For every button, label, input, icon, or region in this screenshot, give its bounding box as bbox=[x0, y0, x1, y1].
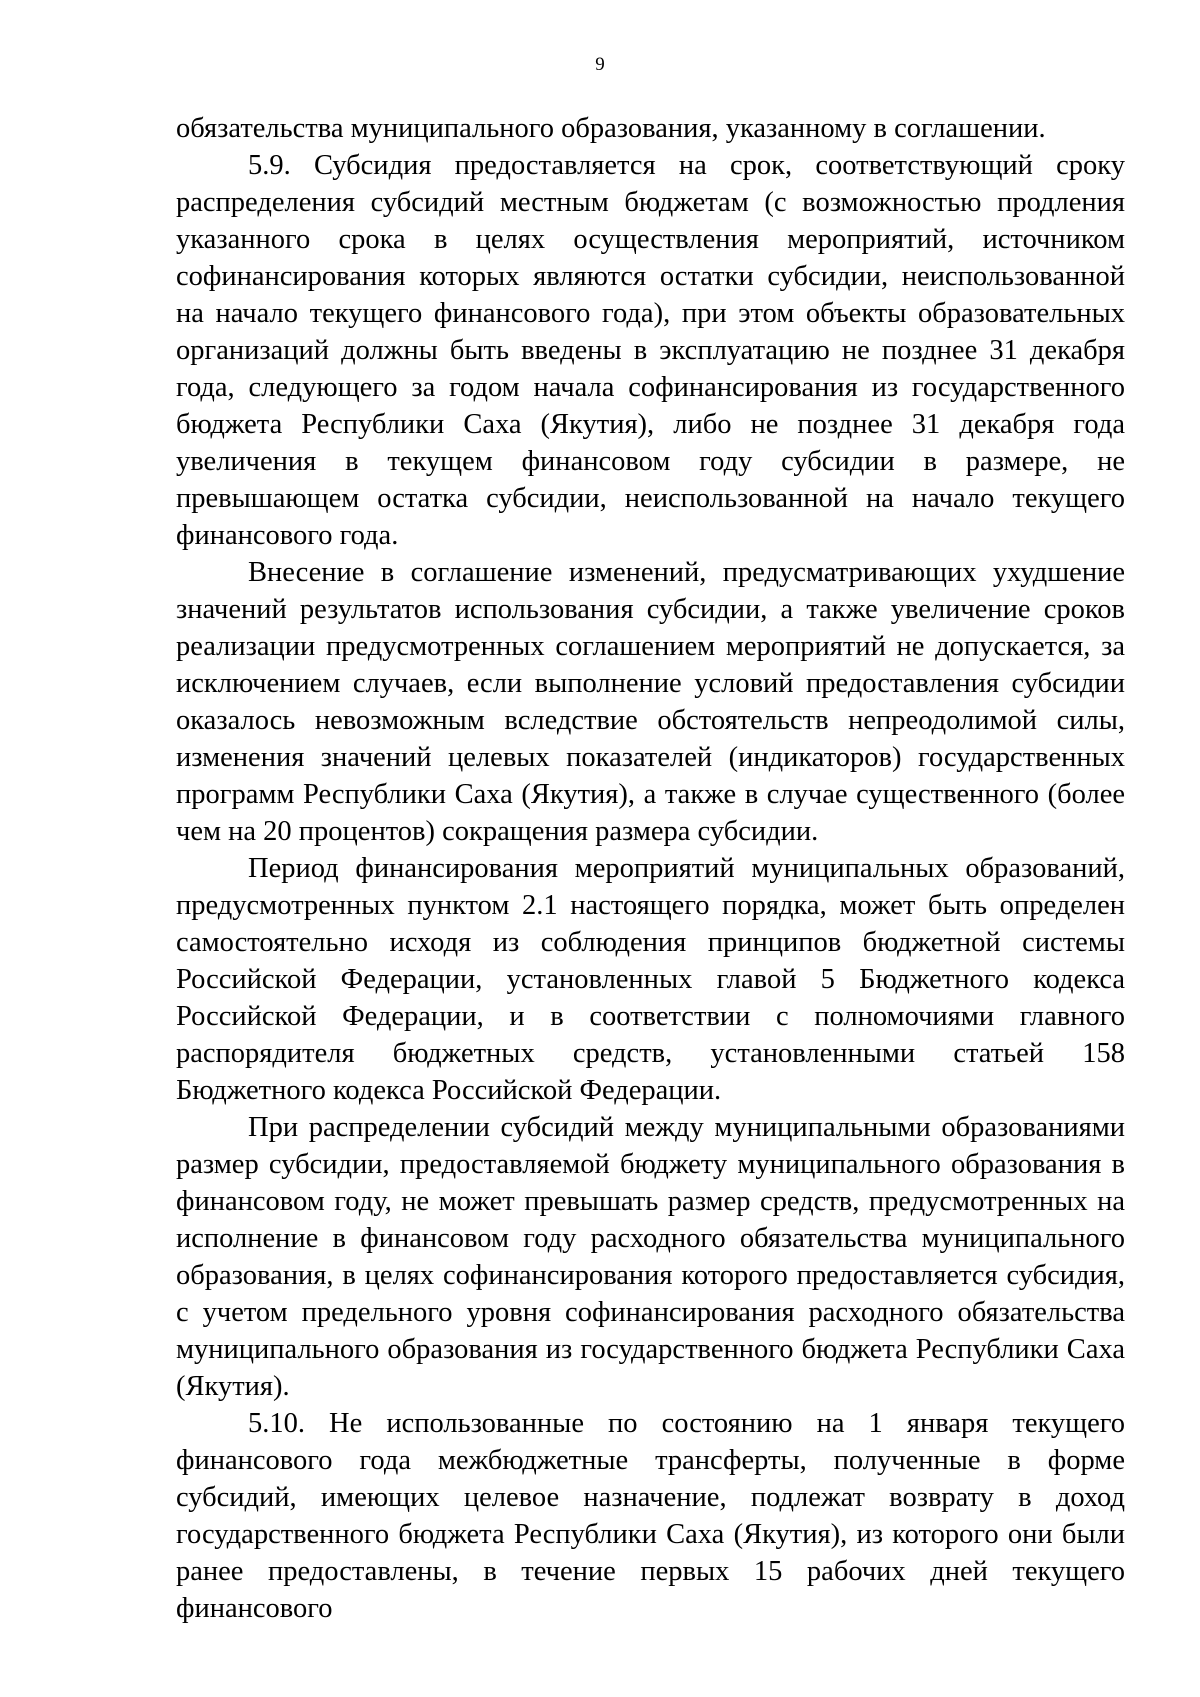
paragraph-continuation: обязательства муниципального образования, указанному в соглашении. bbox=[176, 113, 1046, 144]
paragraph-5-9: 5.9. Субсидия предоставляется на срок, соответствующий сроку распределения субсидий местным бюджетам (с возможностью продления указанного срока в целях осуществления мероприятий, источником софинансирования которых являются остатки субсидии, неиспользованной на начало текущего финансового года), при этом объекты образовательных организаций должны быть введены в эксплуатацию не позднее 31 декабря года, следующего за годом начала софинансирования из государственного бюджета Республики Саха (Якутия), либо не позднее 31 декабря года увеличения в текущем финансовом году субсидии в размере, не превышающем остатка субсидии, неиспользованной на начало текущего финансового года. bbox=[176, 150, 1125, 551]
paragraph-5-10: 5.10. Не использованные по состоянию на 1 января текущего финансового года межбюджетные трансферты, полученные в форме субсидий, имеющих целевое назначение, подлежат возврату в доход государственного бюджета Республики Саха (Якутия), из которого они были ранее предоставлены, в течение первых 15 рабочих дней текущего финансового bbox=[176, 1408, 1125, 1624]
paragraph-agreement-changes: Внесение в соглашение изменений, предусматривающих ухудшение значений результатов использования субсидии, а также увеличение сроков реализации предусмотренных соглашением мероприятий не допускается, за исключением случаев, если выполнение условий предоставления субсидии оказалось невозможным вследствие обстоятельств непреодолимой силы, изменения значений целевых показателей (индикаторов) государственных программ Республики Саха (Якутия), а также в случае существенного (более чем на 20 процентов) сокращения размера субсидии. bbox=[176, 557, 1125, 847]
body-text bbox=[176, 110, 1125, 1624]
page-number: 9 bbox=[595, 54, 605, 75]
paragraph-financing-period: Период финансирования мероприятий муниципальных образований, предусмотренных пунктом 2.1 настоящего порядка, может быть определен самостоятельно исходя из соблюдения принципов бюджетной системы Российской Федерации, установленных главой 5 Бюджетного кодекса Российской Федерации, и в соответствии с полномочиями главного распорядителя бюджетных средств, установленными статьей 158 Бюджетного кодекса Российской Федерации. bbox=[176, 853, 1125, 1106]
paragraph-subsidy-distribution: При распределении субсидий между муниципальными образованиями размер субсидии, предоставляемой бюджету муниципального образования в финансовом году, не может превышать размер средств, предусмотренных на исполнение в финансовом году расходного обязательства муниципального образования, в целях софинансирования которого предоставляется субсидия, с учетом предельного уровня софинансирования расходного обязательства муниципального образования из государственного бюджета Республики Саха (Якутия). bbox=[176, 1112, 1125, 1402]
